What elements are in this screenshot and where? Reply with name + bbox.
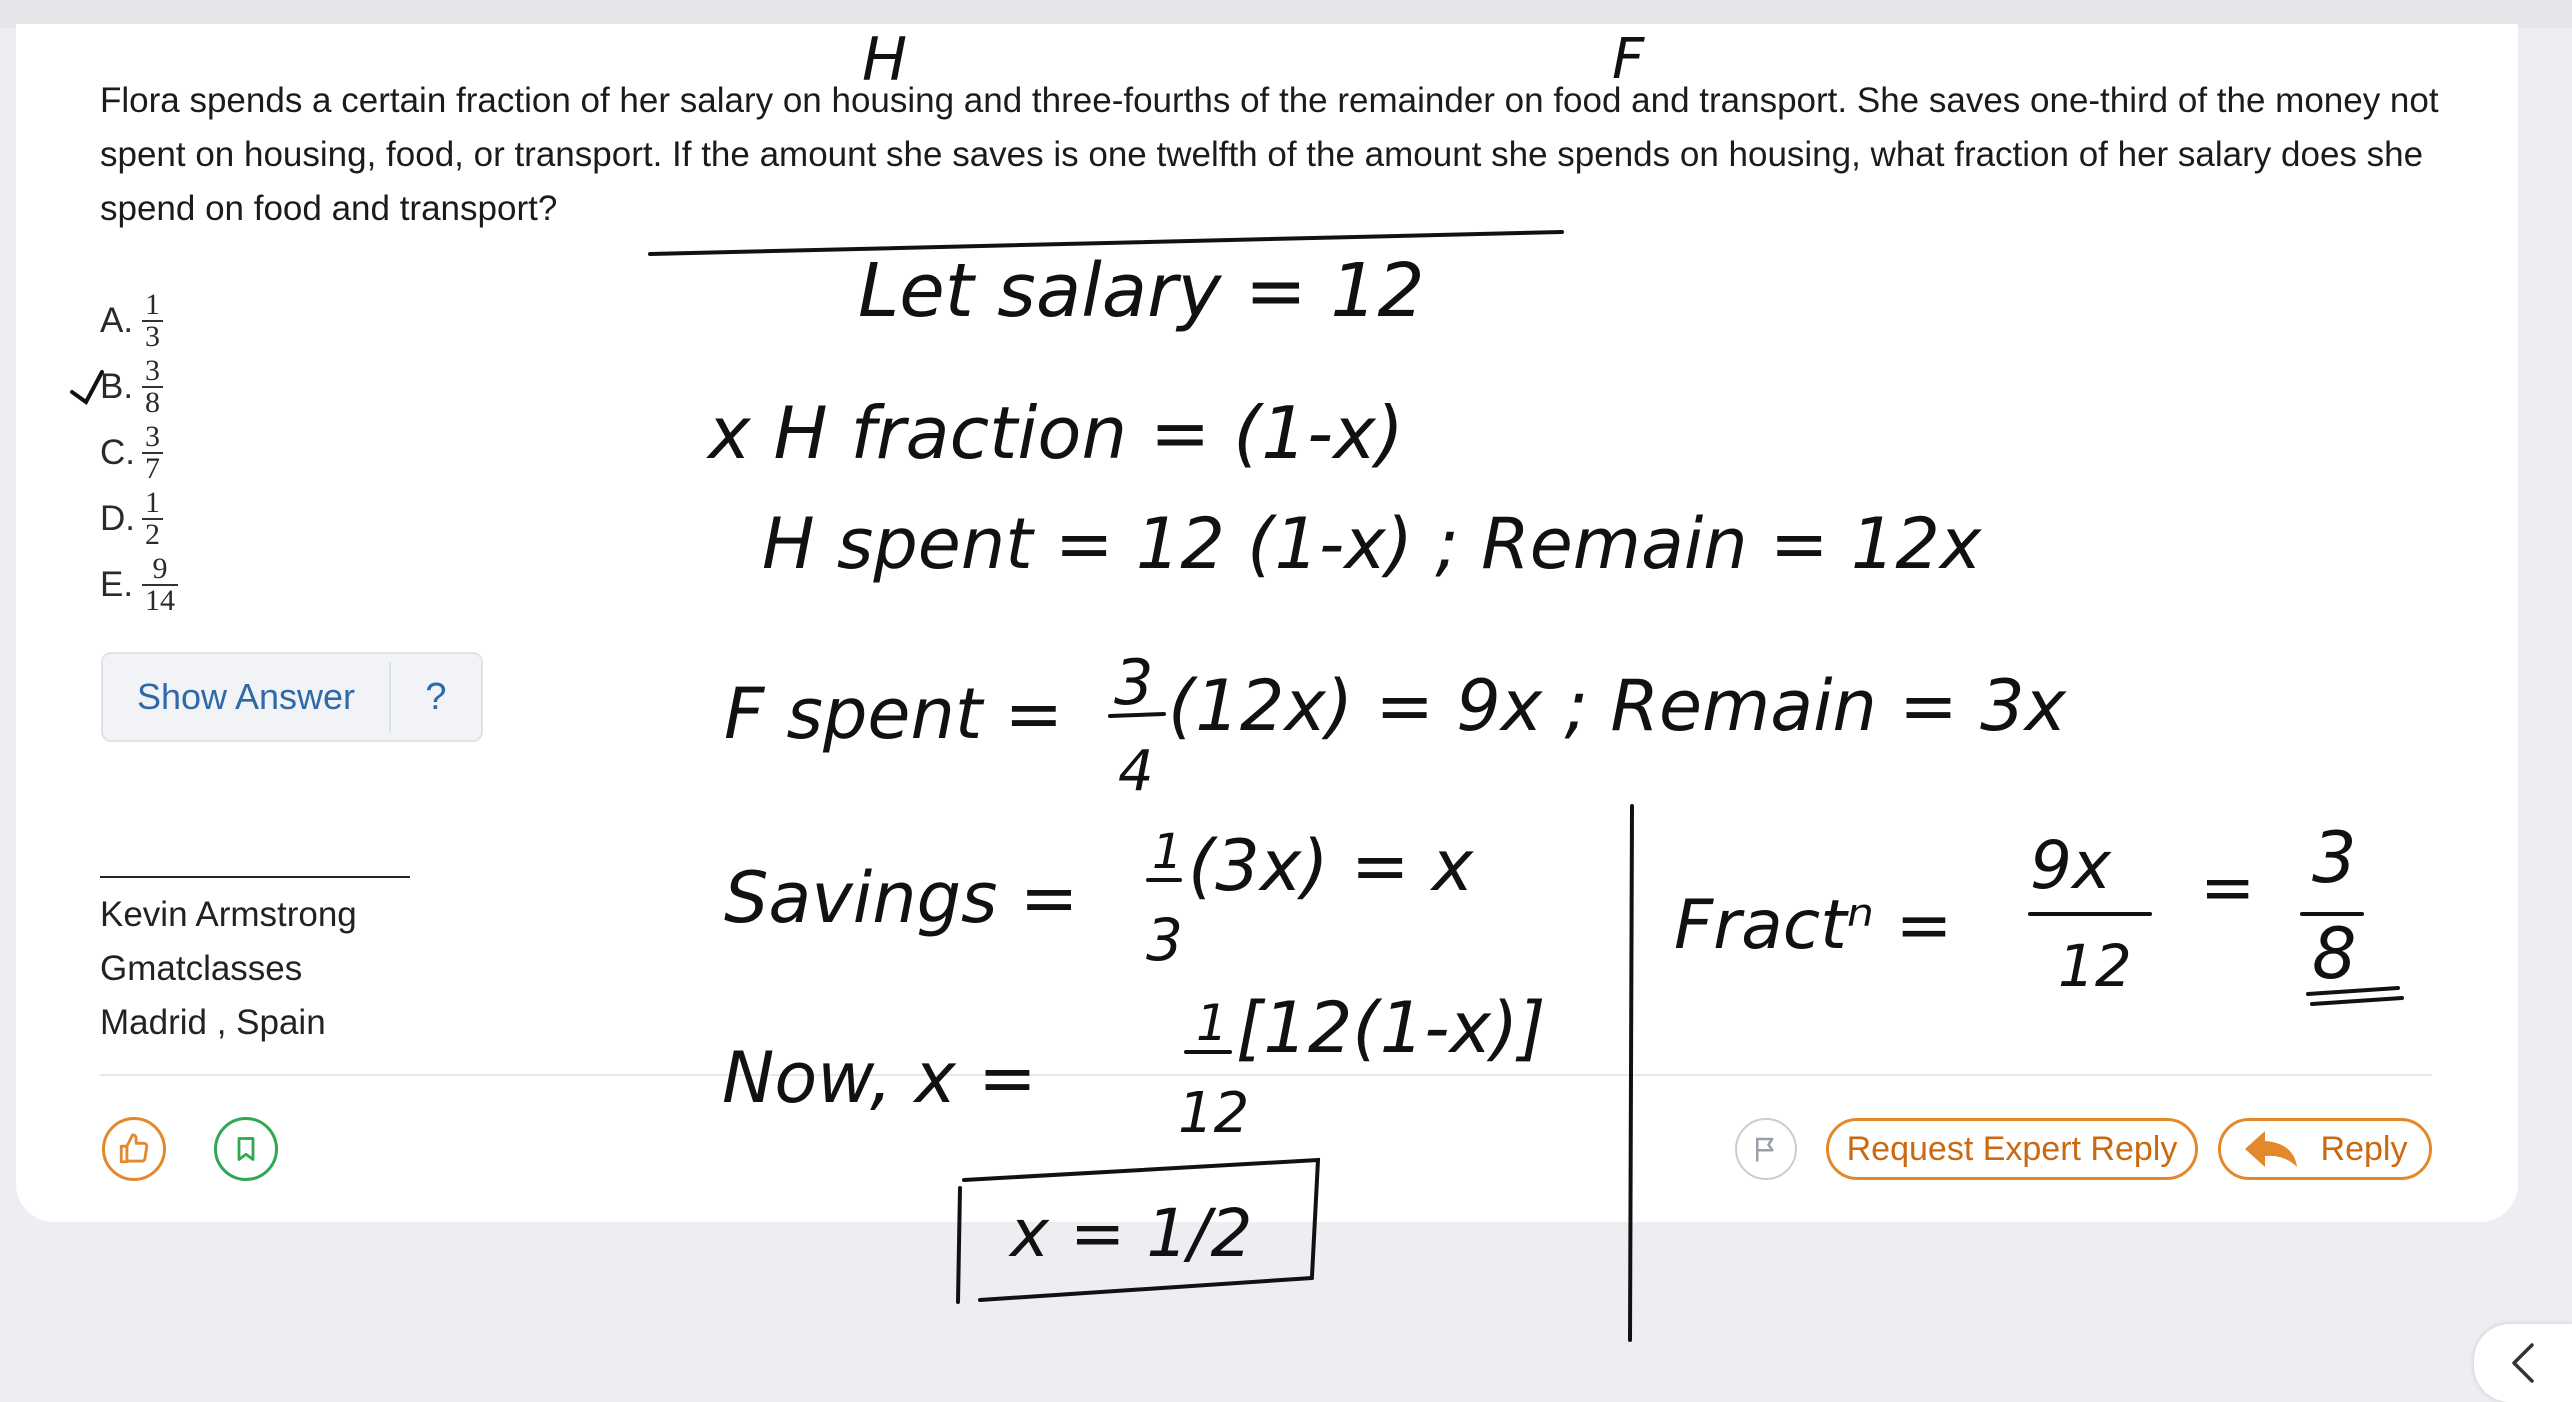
hw-line-6c: 12: [1178, 1081, 1250, 1146]
show-answer-button[interactable]: [101, 652, 483, 742]
choice-fraction: [142, 356, 163, 418]
hw-line-3: H spent = 12 (1-x) ; Remain = 12x: [762, 503, 1982, 585]
hw-line-5b: 1: [1152, 824, 1183, 880]
hw-f-label: F: [1612, 27, 1645, 92]
hw-fraction-den: 12: [2058, 932, 2132, 1000]
signature-name: Kevin Armstrong: [100, 895, 357, 934]
choice-fraction: [142, 290, 163, 352]
request-expert-reply-button[interactable]: [1826, 1118, 2198, 1180]
bookmark-icon: [232, 1134, 260, 1164]
numerator: 1: [145, 288, 160, 321]
reply-arrow-icon: [2243, 1129, 2299, 1169]
hw-h-label: H: [862, 25, 908, 95]
chevron-left-icon: [2508, 1341, 2538, 1385]
choice-letter: C.: [100, 433, 135, 472]
flag-icon: [1751, 1133, 1781, 1165]
signature-org: Gmatclasses: [100, 949, 303, 988]
help-button[interactable]: ?: [425, 675, 447, 718]
denominator: 8: [142, 386, 163, 418]
signature: [100, 888, 357, 1050]
hw-line-6b: 1: [1196, 994, 1228, 1052]
denominator: 2: [142, 518, 163, 550]
reply-button[interactable]: [2218, 1118, 2432, 1180]
choice-fraction: [142, 488, 163, 550]
footer-divider: [100, 1074, 2432, 1076]
hw-fraction-label: Fractⁿ =: [1674, 886, 1953, 965]
choice-letter: D.: [100, 499, 135, 538]
hw-line-4a: F spent =: [724, 673, 1064, 755]
hw-line-5a: Savings =: [724, 857, 1079, 939]
hw-line-2: x H fraction = (1-x): [708, 391, 1404, 475]
denominator: 3: [142, 320, 163, 352]
hw-answer-den: 8: [2312, 913, 2357, 995]
reply-label: Reply: [2320, 1129, 2408, 1168]
hw-line-1: Let salary = 12: [858, 248, 1425, 334]
choice-letter: E.: [100, 565, 134, 604]
like-button[interactable]: [102, 1117, 166, 1181]
bookmark-button[interactable]: [214, 1117, 278, 1181]
choice-b: [100, 354, 178, 420]
show-answer-label[interactable]: Show Answer: [103, 662, 391, 732]
signature-divider: [100, 876, 410, 878]
numerator: 3: [145, 354, 160, 387]
request-expert-reply-label: Request Expert Reply: [1846, 1129, 2178, 1168]
choice-e: [100, 552, 178, 618]
hw-line-4d: (12x) = 9x ; Remain = 3x: [1168, 665, 2067, 747]
hw-line-6d: [12(1-x)]: [1236, 987, 1546, 1069]
choice-a: [100, 288, 178, 354]
numerator: 3: [145, 420, 160, 453]
choice-c: [100, 420, 178, 486]
signature-location: Madrid , Spain: [100, 1003, 326, 1042]
flag-button[interactable]: [1735, 1118, 1797, 1180]
hw-line-4c: 4: [1118, 739, 1154, 804]
choice-fraction: [142, 554, 178, 616]
numerator: 1: [145, 486, 160, 519]
hw-line-6a: Now, x =: [722, 1037, 1037, 1119]
numerator: 9: [152, 552, 168, 585]
hw-fraction-num: 9x: [2030, 827, 2112, 904]
denominator: 14: [142, 584, 178, 616]
question-text: Flora spends a certain fraction of her salary on housing and three-fourths of the remainder on food and transport. She saves one-third of the money not spent on housing, food, or transport. If the amount she saves is one twelfth of the amount she spends on housing, what fraction of her salary does she spend on food and transport?: [100, 81, 2439, 228]
hw-line-4b: 3: [1114, 646, 1154, 719]
choice-letter: A.: [100, 301, 134, 340]
hw-boxed-result: x = 1/2: [1010, 1195, 1253, 1272]
choice-d: [100, 486, 178, 552]
hw-line-5d: (3x) = x: [1188, 825, 1474, 907]
hw-answer-num: 3: [2312, 817, 2357, 899]
choice-letter: B.: [100, 367, 134, 406]
thumbs-up-icon: [117, 1132, 151, 1166]
collapse-panel-button[interactable]: [2474, 1324, 2572, 1402]
hw-fraction-eq: =: [2200, 849, 2256, 926]
denominator: 7: [142, 452, 163, 484]
hw-line-5c: 3: [1146, 906, 1183, 974]
choice-fraction: [142, 422, 163, 484]
answer-choices: [100, 288, 178, 618]
